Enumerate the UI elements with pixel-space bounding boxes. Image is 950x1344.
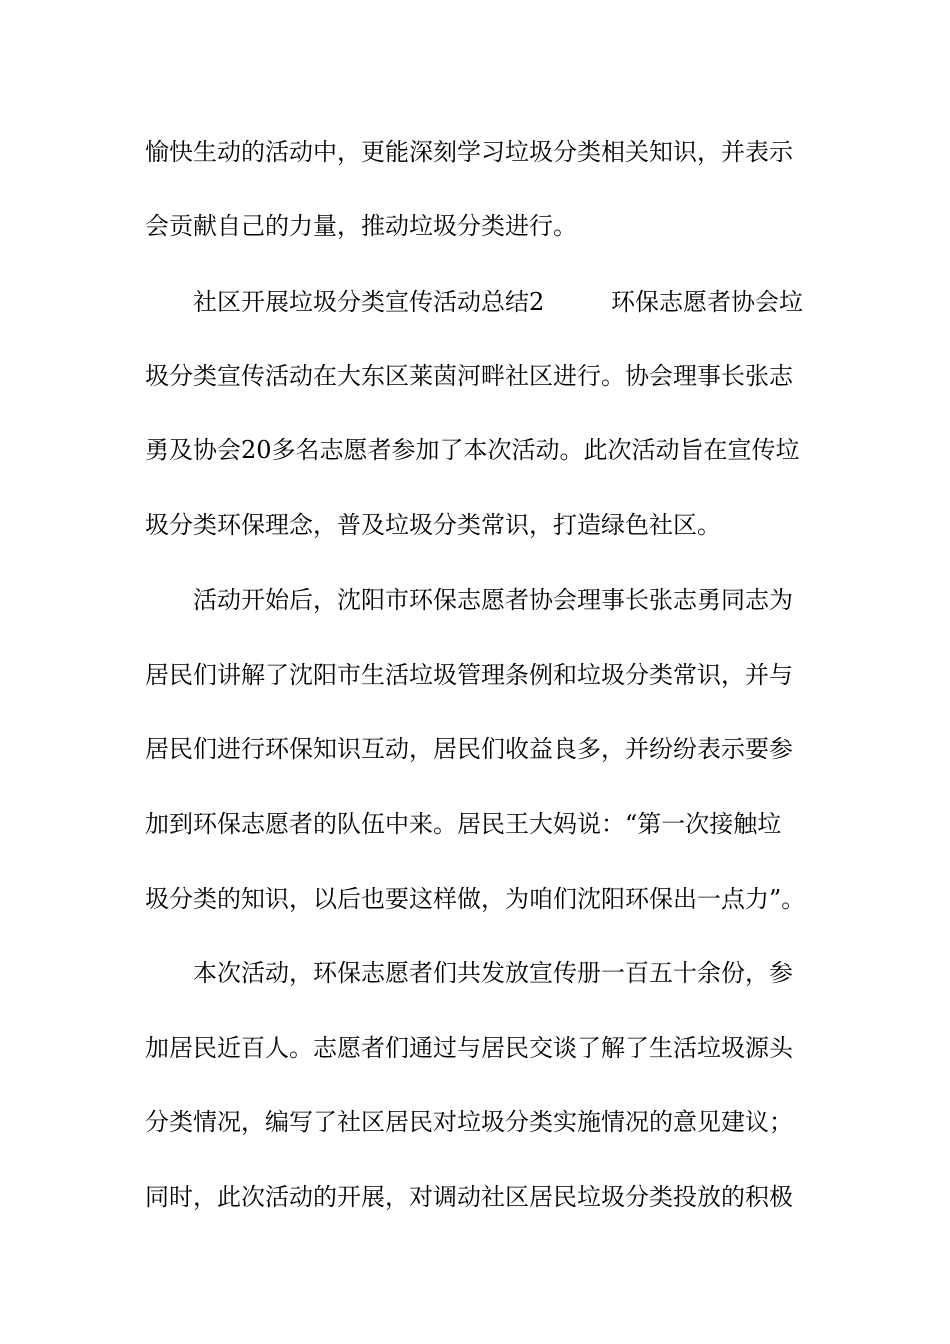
- text-line: 圾分类环保理念，普及垃圾分类常识，打造绿色社区。: [145, 511, 721, 539]
- text-line: 会贡献自己的力量，推动垃圾分类进行。: [145, 212, 577, 240]
- text-line: 圾分类宣传活动在大东区莱茵河畔社区进行。协会理事长张志: [145, 362, 793, 390]
- paragraph-start-line: 本次活动，环保志愿者们共发放宣传册一百五十余份，参: [193, 959, 793, 987]
- text-line: 加居民近百人。志愿者们通过与居民交谈了解了生活垃圾源头: [145, 1034, 793, 1062]
- heading-line: [193, 282, 810, 322]
- text-segment: 环保志愿者协会垃: [611, 288, 803, 316]
- text-line: 分类情况，编写了社区居民对垃圾分类实施情况的意见建议；: [145, 1108, 793, 1136]
- text-line: 勇及协会20多名志愿者参加了本次活动。此次活动旨在宣传垃: [145, 436, 800, 464]
- text-line: 圾分类的知识，以后也要这样做，为咱们沈阳环保出一点力”。: [145, 885, 806, 913]
- text-line: 同时，此次活动的开展，对调动社区居民垃圾分类投放的积极: [145, 1183, 793, 1211]
- text-line: 居民们进行环保知识互动，居民们收益良多，并纷纷表示要参: [145, 735, 793, 763]
- text-line: 愉快生动的活动中，更能深刻学习垃圾分类相关知识，并表示: [145, 138, 793, 166]
- text-line: 居民们讲解了沈阳市生活垃圾管理条例和垃圾分类常识，并与: [145, 661, 793, 689]
- paragraph-start-line: 活动开始后，沈阳市环保志愿者协会理事长张志勇同志为: [193, 586, 793, 614]
- section-title: 社区开展垃圾分类宣传活动总结2: [193, 288, 545, 316]
- text-line: 加到环保志愿者的队伍中来。居民王大妈说：“第一次接触垃: [145, 810, 782, 838]
